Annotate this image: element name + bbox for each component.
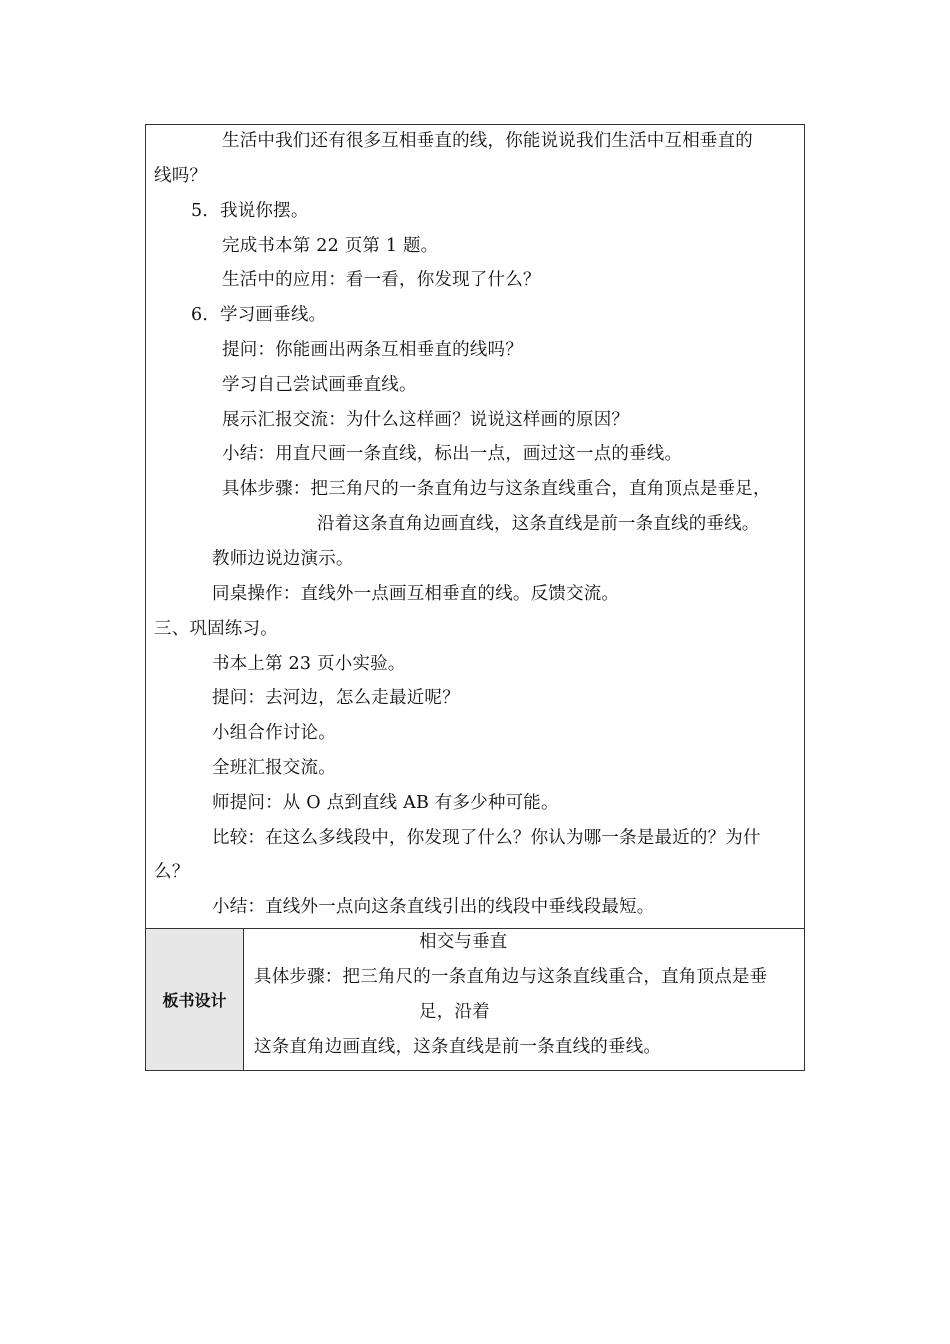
text-line: 5．我说你摆。	[191, 201, 309, 221]
text-line: 具体步骤：把三角尺的一条直角边与这条直线重合，直角顶点是垂足，	[222, 479, 771, 499]
board-line: 足，沿着	[419, 1002, 490, 1022]
board-design-label: 板书设计	[146, 929, 244, 1070]
text-line: 提问：你能画出两条互相垂直的线吗？	[222, 340, 523, 360]
text-line: 比较：在这么多线段中，你发现了什么？你认为哪一条是最近的？为什	[212, 828, 761, 848]
board-title: 相交与垂直	[419, 932, 508, 952]
text-line: 提问：去河边，怎么走最近呢？	[212, 688, 460, 708]
text-line: 完成书本第 22 页第 1 题。	[222, 236, 439, 256]
text-line: 6．学习画垂线。	[191, 305, 327, 325]
text-line: 么？	[154, 862, 190, 882]
text-line: 师提问：从 O 点到直线 AB 有多少种可能。	[212, 793, 559, 813]
lesson-content-cell	[145, 124, 805, 929]
text-line: 生活中的应用：看一看，你发现了什么？	[222, 270, 541, 290]
board-line: 这条直角边画直线，这条直线是前一条直线的垂线。	[254, 1037, 662, 1057]
text-line: 小结：直线外一点向这条直线引出的线段中垂线段最短。	[212, 897, 655, 917]
text-line: 教师边说边演示。	[212, 549, 354, 569]
board-design-content	[244, 929, 804, 1070]
text-line: 小结：用直尺画一条直线，标出一点，画过这一点的垂线。	[222, 444, 683, 464]
text-line: 生活中我们还有很多互相垂直的线，你能说说我们生活中互相垂直的	[222, 131, 753, 151]
text-line: 书本上第 23 页小实验。	[212, 654, 406, 674]
board-line: 具体步骤：把三角尺的一条直角边与这条直线重合，直角顶点是垂	[254, 967, 768, 987]
text-line: 全班汇报交流。	[212, 758, 336, 778]
text-line: 同桌操作：直线外一点画互相垂直的线。反馈交流。	[212, 584, 620, 604]
text-line: 线吗？	[154, 166, 208, 186]
text-line: 展示汇报交流：为什么这样画？说说这样画的原因？	[222, 410, 630, 430]
lesson-plan-table	[145, 124, 805, 1071]
section-heading: 三、巩固练习。	[154, 619, 278, 639]
text-line: 小组合作讨论。	[212, 723, 336, 743]
board-design-row	[145, 929, 805, 1071]
text-line: 沿着这条直角边画直线，这条直线是前一条直线的垂线。	[317, 514, 760, 534]
text-line: 学习自己尝试画垂直线。	[222, 375, 417, 395]
